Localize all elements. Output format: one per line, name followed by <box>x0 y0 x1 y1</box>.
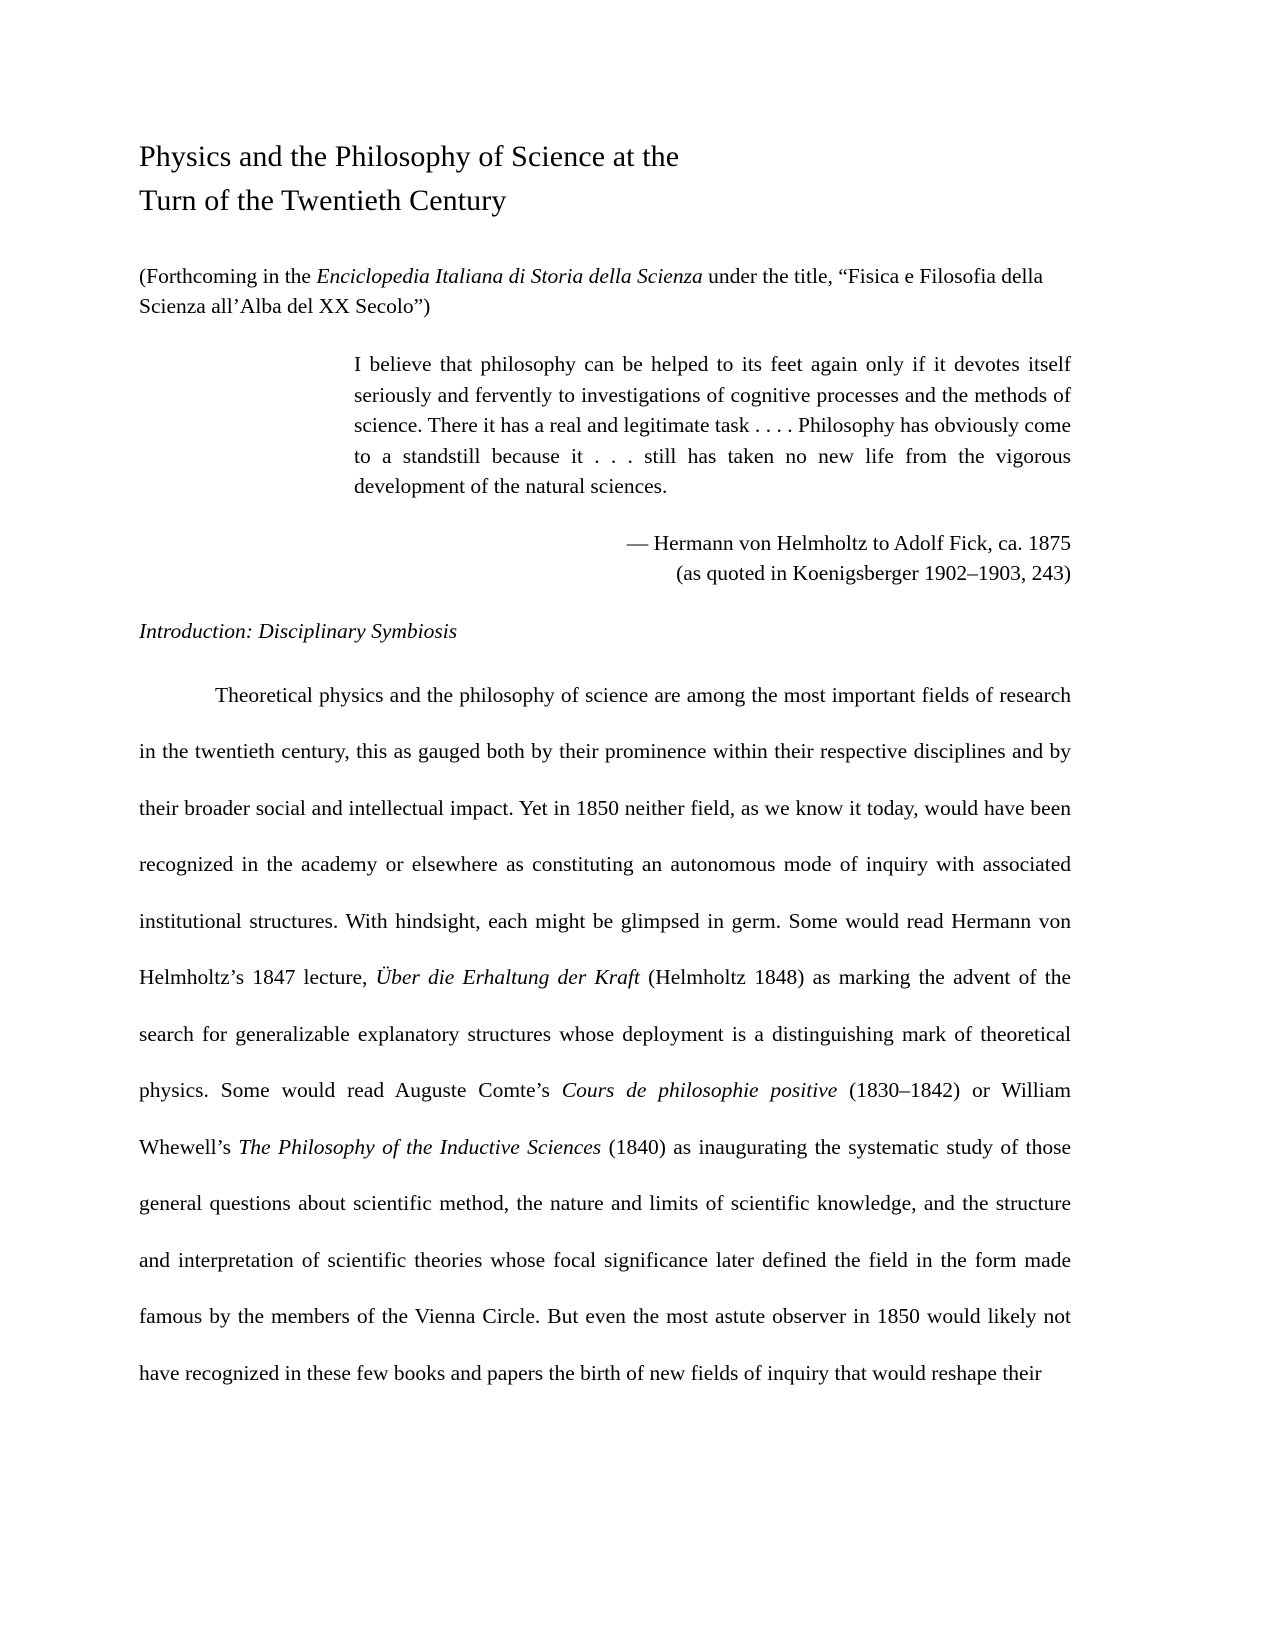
forthcoming-note <box>139 261 1071 321</box>
forthcoming-work-title: Enciclopedia Italiana di Storia della Scienza <box>316 264 703 288</box>
forthcoming-prefix: (Forthcoming in the <box>139 264 317 288</box>
epigraph-text: I believe that philosophy can be helped to its feet again only if it devotes itself seriously and fervently to investigations of cognitive processes and the methods of science. There it has a real and legitimate task . . . . Philosophy has obviously come to a standstill because it . . . still has taken no new life from the vigorous development of the natural sciences. <box>354 352 1071 498</box>
page-title <box>139 135 1071 223</box>
body-part-4: (1840) as inaugurating the systematic study of those general questions about scientific method, the nature and limits of scientific knowledge, and the structure and interpretation of scientific theories whose focal significance later defined the field in the form made famous by the members of the Vienna Circle. But even the most astute observer in 1850 would likely not have recognized in these few books and papers the birth of new fields of inquiry that would reshape their <box>139 1134 1071 1385</box>
epigraph-quote <box>354 349 1071 502</box>
attribution-line-1: — Hermann von Helmholtz to Adolf Fick, ca. 1875 <box>626 530 1071 555</box>
body-text <box>139 667 1071 1402</box>
body-italic-uber-die-erhaltung: Über die Erhaltung der Kraft <box>375 965 640 989</box>
page-content <box>139 135 1071 1401</box>
body-paragraph-1 <box>139 667 1071 1402</box>
body-part-3: (1830–1842) or William Whewell’s <box>139 1078 1071 1159</box>
attribution-line-2: (as quoted in Koenigsberger 1902–1903, 243) <box>676 561 1071 585</box>
body-part-1: Theoretical physics and the philosophy of science are among the most important fields of research in the twentieth century, this as gauged both by their prominence within their respective disciplines and by their broader social and intellectual impact. Yet in 1850 neither field, as we know it today, would have been recognized in the academy or elsewhere as constituting an autonomous mode of inquiry with associated institutional structures. With hindsight, each might be glimpsed in germ. Some would read Hermann von Helmholtz’s 1847 lecture, <box>139 682 1071 989</box>
section-heading-introduction: Introduction: Disciplinary Symbiosis <box>139 618 458 643</box>
forthcoming-suffix: under the title, “Fisica e Filosofia della Scienza all’Alba del XX Secolo”) <box>139 264 1044 318</box>
page-title-line-2: Turn of the Twentieth Century <box>139 184 507 217</box>
page-title-line-1: Physics and the Philosophy of Science at the <box>139 140 680 173</box>
epigraph-attribution <box>139 528 1071 589</box>
body-part-2: (Helmholtz 1848) as marking the advent of the search for generalizable explanatory structures whose deployment is a distinguishing mark of theoretical physics. Some would read Auguste Comte’s <box>139 965 1071 1102</box>
body-italic-philosophy-inductive-sciences: The Philosophy of the Inductive Sciences <box>238 1134 602 1159</box>
body-italic-cours-de-philosophie: Cours de philosophie positive <box>561 1078 838 1102</box>
